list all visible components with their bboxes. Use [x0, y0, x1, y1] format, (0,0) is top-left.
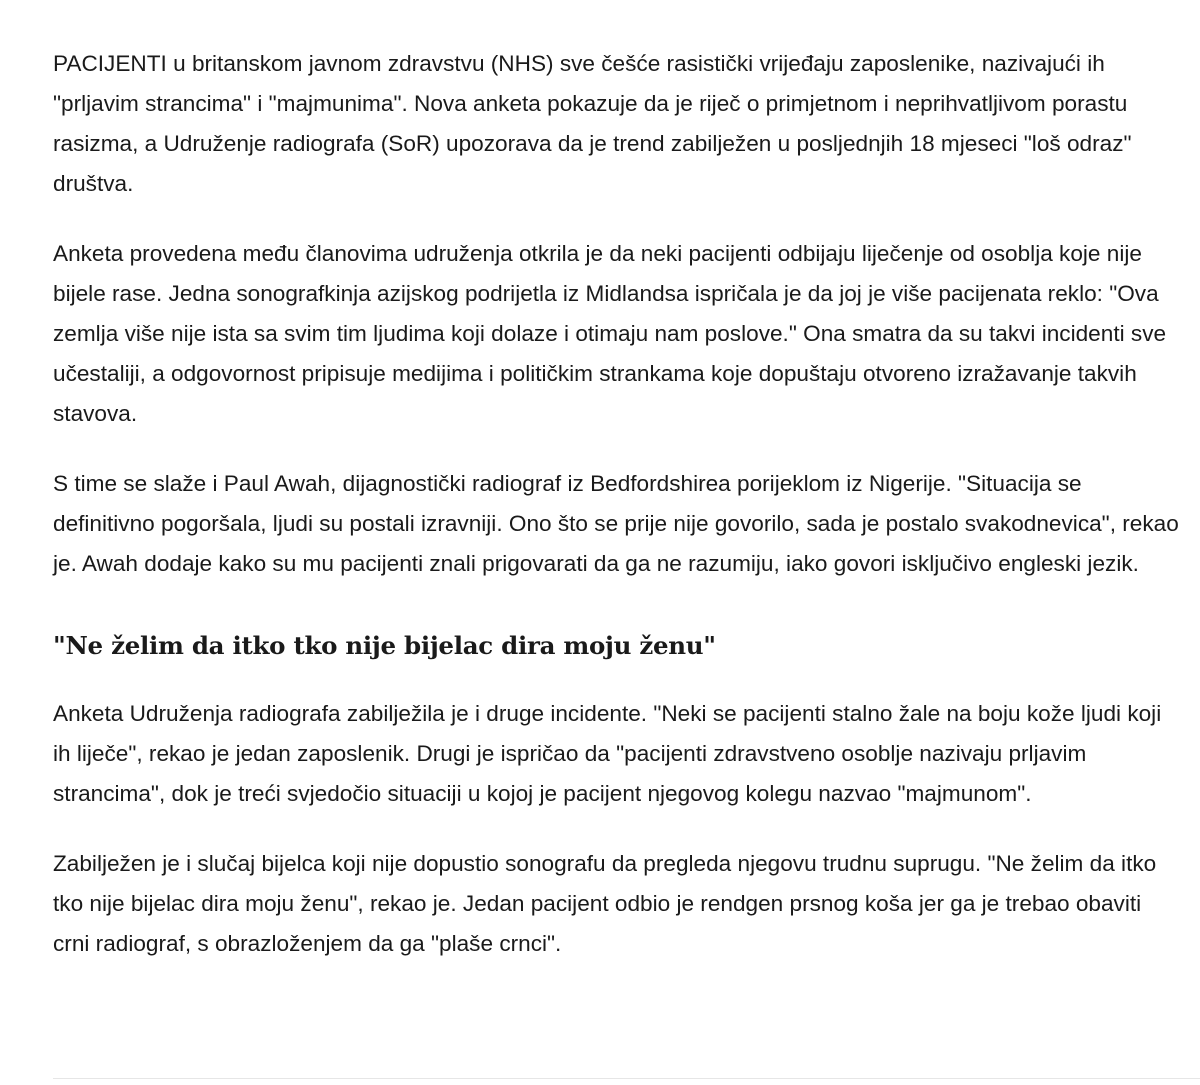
article-paragraph: Anketa Udruženja radiografa zabilježila je i druge incidente. "Neki se pacijenti stalno žale na boju kože ljudi koji ih liječe", rekao je jedan zaposlenik. Drugi je ispričao da "pacijenti zdravstveno osoblje nazivaju prljavim strancima", dok je treći svjedočio situaciji u kojoj je pacijent njegovog kolegu nazvao "majmunom".: [53, 701, 1162, 806]
article-paragraph: PACIJENTI u britanskom javnom zdravstvu (NHS) sve češće rasistički vrijeđaju zaposlenike, nazivajući ih "prljavim strancima" i "majmunima". Nova anketa pokazuje da je riječ o primjetnom i neprihvatljivom porastu rasizma, a Udruženje radiografa (SoR) upozorava da je trend zabilježen u posljednjih 18 mjeseci "loš odraz" društva.: [53, 51, 1132, 196]
content-divider: [53, 1078, 1200, 1079]
article-paragraph: Zabilježen je i slučaj bijelca koji nije dopustio sonografu da pregleda njegovu trudnu suprugu. "Ne želim da itko tko nije bijelac dira moju ženu", rekao je. Jedan pacijent odbio je rendgen prsnog koša jer ga je trebao obaviti crni radiograf, s obrazloženjem da ga "plaše crnci".: [53, 851, 1157, 956]
article-paragraph: S time se slaže i Paul Awah, dijagnostički radiograf iz Bedfordshirea porijeklom iz Nigerije. "Situacija se definitivno pogoršala, ljudi su postali izravniji. Ono što se prije nije govorilo, sada je postalo svakodnevica", rekao je. Awah dodaje kako su mu pacijenti znali prigovarati da ga ne razumiju, iako govori isključivo engleski jezik.: [53, 471, 1179, 576]
article-paragraph: Anketa provedena među članovima udruženja otkrila je da neki pacijenti odbijaju liječenje od osoblja koje nije bijele rase. Jedna sonografkinja azijskog podrijetla iz Midlandsa ispričala je da joj je više pacijenata reklo: "Ova zemlja više nije ista sa svim tim ljudima koji dolaze i otimaju nam poslove." Ona smatra da su takvi incidenti sve učestaliji, a odgovornost pripisuje medijima i političkim strankama koje dopuštaju otvoreno izražavanje takvih stavova.: [53, 241, 1167, 426]
article-subheading: "Ne želim da itko tko nije bijelac dira moju ženu": [53, 631, 716, 660]
article-body: [53, 44, 1183, 994]
